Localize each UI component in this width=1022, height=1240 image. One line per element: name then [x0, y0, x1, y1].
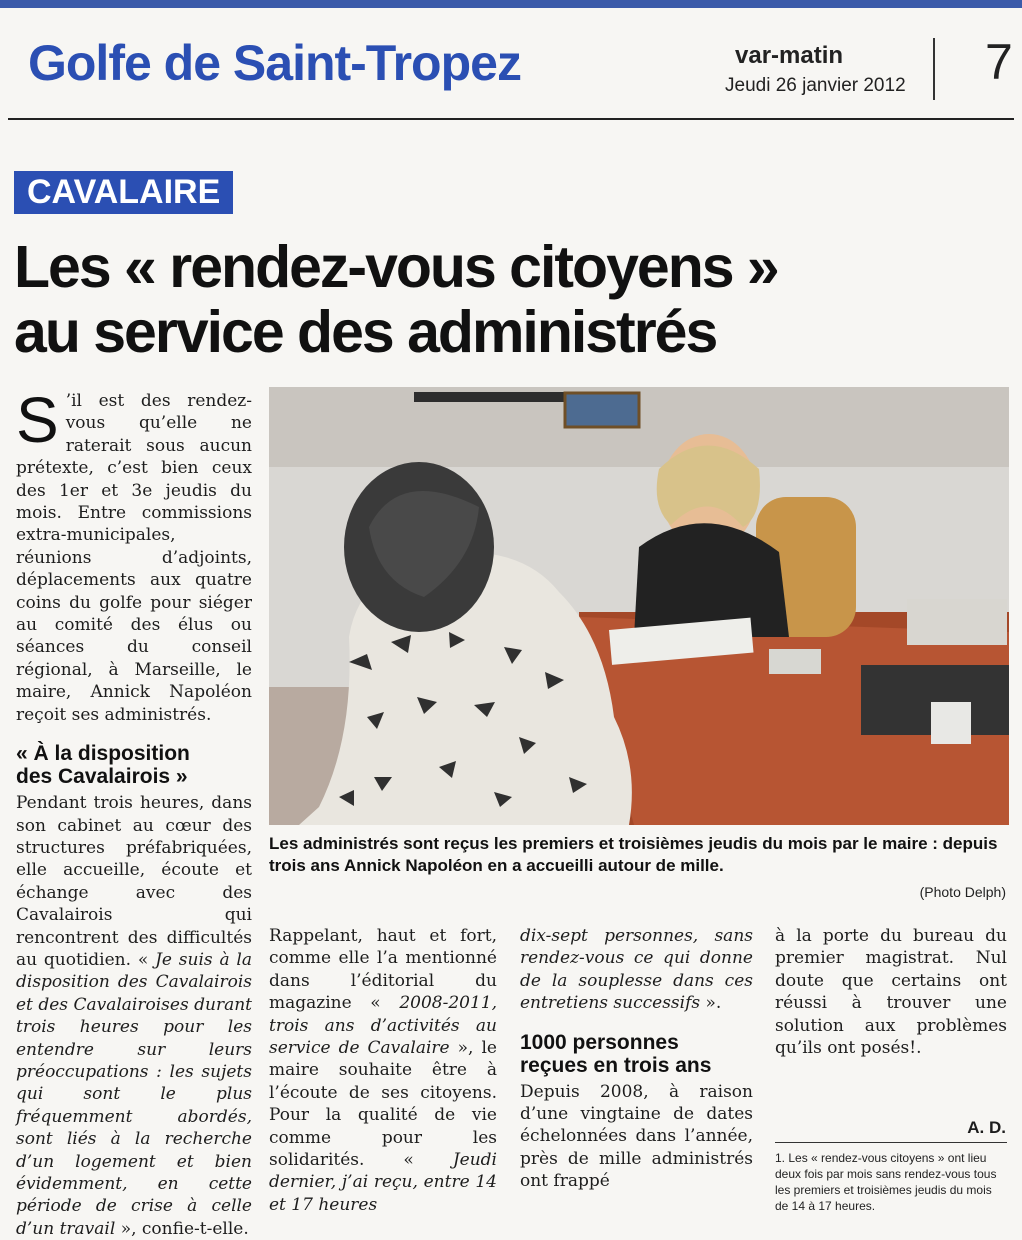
article-subhead-availability	[16, 742, 252, 788]
article-footnote: 1. Les « rendez-vous citoyens » ont lieu deux fois par mois sans rendez-vous tous les premiers et troisièmes jeudis du mois de 14 à 17 heures.	[775, 1151, 997, 1213]
article-dropcap: S	[16, 384, 59, 456]
subhead-line-one: « À la disposition	[16, 742, 190, 766]
column-two-magazine-title: 2008-2011, trois ans d’activités au service de Cavalaire	[269, 993, 497, 1059]
header-separator	[933, 38, 935, 100]
publication-date: Jeudi 26 janvier 2012	[725, 75, 906, 96]
top-color-band	[0, 0, 1022, 8]
page-section-title: Golfe de Saint-Tropez	[28, 35, 521, 91]
headline-line-two: au service des administrés	[14, 299, 717, 365]
statistics-subhead-line-one: 1000 personnes	[520, 1030, 679, 1054]
article-headline	[14, 235, 1004, 365]
column-three-body: Depuis 2008, à raison d’une vingtaine de dates échelonnées dans l’année, près de mille administrés ont frappé	[520, 1081, 753, 1192]
statistics-subhead-line-two: reçues en trois ans	[520, 1053, 712, 1077]
article-intro-text: ’il est des rendez-vous qu’elle ne raterait sous aucun prétexte, c’est bien ceux des 1er et 3e jeudis du mois. Entre commissions extra-municipales, réunions d’adjoints, déplacements aux quatre coins du golfe pour siéger au comité des élus ou séances du conseil régional, à Marseille, le maire, Annick Napoléon reçoit ses administrés.	[16, 391, 252, 725]
article-subhead-statistics	[520, 1031, 753, 1077]
newspaper-name: var-matin	[735, 42, 844, 69]
article-column-two	[269, 925, 497, 1216]
photo-credit: (Photo Delph)	[919, 884, 1006, 900]
photo-caption: Les administrés sont reçus les premiers et troisièmes jeudis du mois par le maire : depuis trois ans Annick Napoléon en a accueilli autour de mille.	[269, 834, 998, 875]
column-one-quote: Je suis à la disposition des Cavalairois et des Cavalairoises durant trois heures pour les entendre sur leurs préoccupations : les sujets qui sont le plus fréquemment abordés, sont liés à la recherche d’un logement et bien évidemment, en cette période de crise à celle d’un travail	[16, 949, 252, 1239]
header-rule	[8, 118, 1014, 120]
office-photo-illustration	[269, 387, 1009, 825]
subhead-line-two: des Cavalairois »	[16, 765, 188, 789]
column-one-quote-end: », confie-t-elle.	[115, 1218, 249, 1239]
article-column-three	[520, 925, 753, 1193]
signature-divider	[775, 1142, 1007, 1143]
column-two-quote: Jeudi dernier, j’ai reçu, entre 14 et 17 heures	[269, 1150, 497, 1215]
column-three-quote-end: ».	[700, 993, 722, 1014]
article-column-one	[16, 384, 252, 1240]
author-signature: A. D.	[967, 1118, 1006, 1137]
article-photo	[269, 387, 1009, 825]
column-one-body: Pendant trois heures, dans son cabinet au cœur des structures préfabriquées, elle accueille, écoute et échange avec des Cavalairois qui rencontrent des difficultés au quotidien. «	[16, 793, 252, 970]
column-two-body-middle: », le maire souhaite être à l’écoute de ses citoyens. Pour la qualité de vie comme pour les solidarités. «	[269, 1038, 497, 1171]
column-three-quote: dix-sept personnes, sans rendez-vous ce qui donne de la souplesse dans ces entretiens successifs	[520, 926, 753, 1014]
article-rubric: CAVALAIRE	[14, 171, 233, 214]
page-number: 7	[985, 34, 1013, 90]
column-two-body-start: Rappelant, haut et fort, comme elle l’a mentionné dans l’éditorial du magazine «	[269, 926, 497, 1014]
article-column-four: à la porte du bureau du premier magistrat. Nul doute que certains ont réussi à trouver une solution aux problèmes qu’ils ont posés!.	[775, 926, 1007, 1059]
headline-line-one: Les « rendez-vous citoyens »	[14, 234, 778, 300]
